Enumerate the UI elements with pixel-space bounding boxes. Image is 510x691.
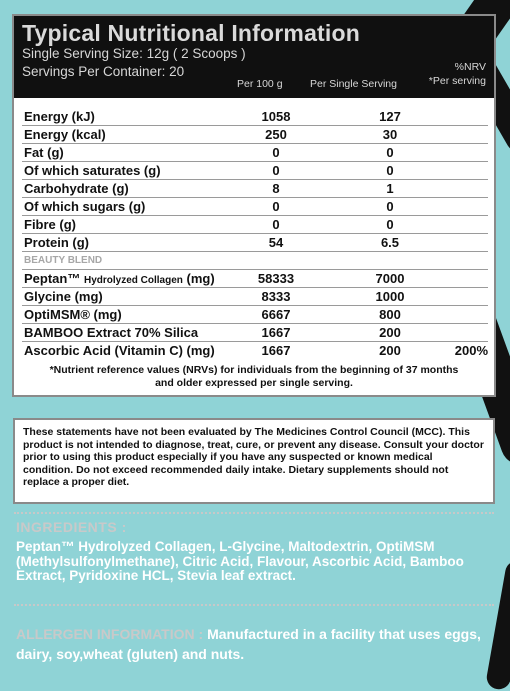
table-row xyxy=(22,108,488,126)
panel-title: Typical Nutritional Information xyxy=(22,20,361,46)
row-serving: 200 xyxy=(379,325,401,340)
col-per-serving-header: Per Single Serving xyxy=(310,78,397,90)
blend-heading: BEAUTY BLEND xyxy=(24,255,103,266)
row-label: Energy (kJ) xyxy=(24,109,95,124)
row-per100: 1667 xyxy=(261,325,291,340)
row-serving: 0 xyxy=(386,199,394,214)
row-per100: 0 xyxy=(272,163,280,178)
row-serving: 0 xyxy=(386,145,394,160)
row-label: Glycine (mg) xyxy=(24,289,103,304)
disclaimer-box: These statements have not been evaluated by The Medicines Control Council (MCC). This product is not intended to diagnose, treat, cure, or prevent any disease. Consult your doctor prior to using this product especially if you have any suspected or known medical condition. Do not exceed recommended daily intake. Dietary supplements should not replace a proper diet. xyxy=(13,418,495,504)
row-label: Fat (g) xyxy=(24,145,64,160)
row-serving: 30 xyxy=(382,127,398,142)
row-serving: 1000 xyxy=(375,289,405,304)
table-row xyxy=(22,144,488,162)
row-per100: 6667 xyxy=(261,307,291,322)
row-per100: 0 xyxy=(272,217,280,232)
row-serving: 1 xyxy=(386,181,394,196)
row-per100: 8 xyxy=(272,181,280,196)
row-nrv: 200% xyxy=(454,343,488,358)
ingredients-heading: INGREDIENTS : xyxy=(16,519,127,535)
row-label xyxy=(24,271,215,286)
row-label: Of which sugars (g) xyxy=(24,199,146,214)
table-row xyxy=(22,180,488,198)
row-serving: 0 xyxy=(386,217,394,232)
row-serving: 200 xyxy=(379,343,401,358)
row-per100: 54 xyxy=(268,235,284,250)
row-label: Carbohydrate (g) xyxy=(24,181,129,196)
ingredients-text: Peptan™ Hydrolyzed Collagen, L-Glycine, Maltodextrin, OptiMSM (Methylsulfonylmethane), Citric Acid, Flavour, Ascorbic Acid, Bamboo Extract, Pyridoxine HCL, Stevia leaf extract. xyxy=(16,539,464,583)
row-label: OptiMSM® (mg) xyxy=(24,307,122,322)
row-label: Ascorbic Acid (Vitamin C) (mg) xyxy=(24,343,215,358)
row-serving: 0 xyxy=(386,163,394,178)
row-per100: 1058 xyxy=(261,109,291,124)
row-per100: 0 xyxy=(272,199,280,214)
row-per100: 0 xyxy=(272,145,280,160)
row-per100: 8333 xyxy=(261,289,291,304)
row-per100: 250 xyxy=(265,127,287,142)
table-row xyxy=(22,270,488,288)
table-row xyxy=(22,198,488,216)
row-label: BAMBOO Extract 70% Silica xyxy=(24,325,199,340)
row-serving: 127 xyxy=(379,109,401,124)
table-row xyxy=(22,342,488,359)
nutrition-panel xyxy=(12,14,496,397)
row-serving: 6.5 xyxy=(380,235,400,250)
nrv-header-line1: %NRV xyxy=(454,61,486,73)
peptan-brand: Peptan™ xyxy=(24,271,81,286)
blend-heading-row xyxy=(22,252,488,270)
peptan-unit: (mg) xyxy=(186,271,215,286)
row-label: Energy (kcal) xyxy=(24,127,106,142)
table-row xyxy=(22,126,488,144)
nrv-footnote: *Nutrient reference values (NRVs) for individuals from the beginning of 37 months and older expressed per single serving. xyxy=(49,364,459,389)
peptan-descriptor: Hydrolyzed Collagen xyxy=(83,275,183,286)
col-per100-header: Per 100 g xyxy=(237,78,283,90)
row-serving: 800 xyxy=(379,307,401,322)
divider xyxy=(14,604,494,606)
row-label: Fibre (g) xyxy=(24,217,76,232)
row-per100: 58333 xyxy=(257,271,295,286)
row-per100: 1667 xyxy=(261,343,291,358)
row-label: Protein (g) xyxy=(24,235,89,250)
serving-size: Single Serving Size: 12g ( 2 Scoops ) xyxy=(22,46,246,61)
table-row xyxy=(22,324,488,342)
table-row xyxy=(22,306,488,324)
col-nrv-header xyxy=(429,60,486,88)
allergen-text: Manufactured in a facility that uses eggs, dairy, soy,wheat (gluten) and nuts. xyxy=(16,626,481,662)
allergen-heading: ALLERGEN INFORMATION : xyxy=(16,626,204,642)
nutrition-rows xyxy=(22,108,488,359)
nutrition-header xyxy=(14,16,494,98)
table-row xyxy=(22,234,488,252)
allergen-info xyxy=(16,624,502,664)
table-row xyxy=(22,162,488,180)
row-label: Of which saturates (g) xyxy=(24,163,161,178)
nrv-header-line2: *Per serving xyxy=(428,75,486,87)
table-row xyxy=(22,288,488,306)
row-serving: 7000 xyxy=(375,271,405,286)
servings-per-container: Servings Per Container: 20 xyxy=(22,64,185,79)
divider xyxy=(14,512,494,514)
table-row xyxy=(22,216,488,234)
